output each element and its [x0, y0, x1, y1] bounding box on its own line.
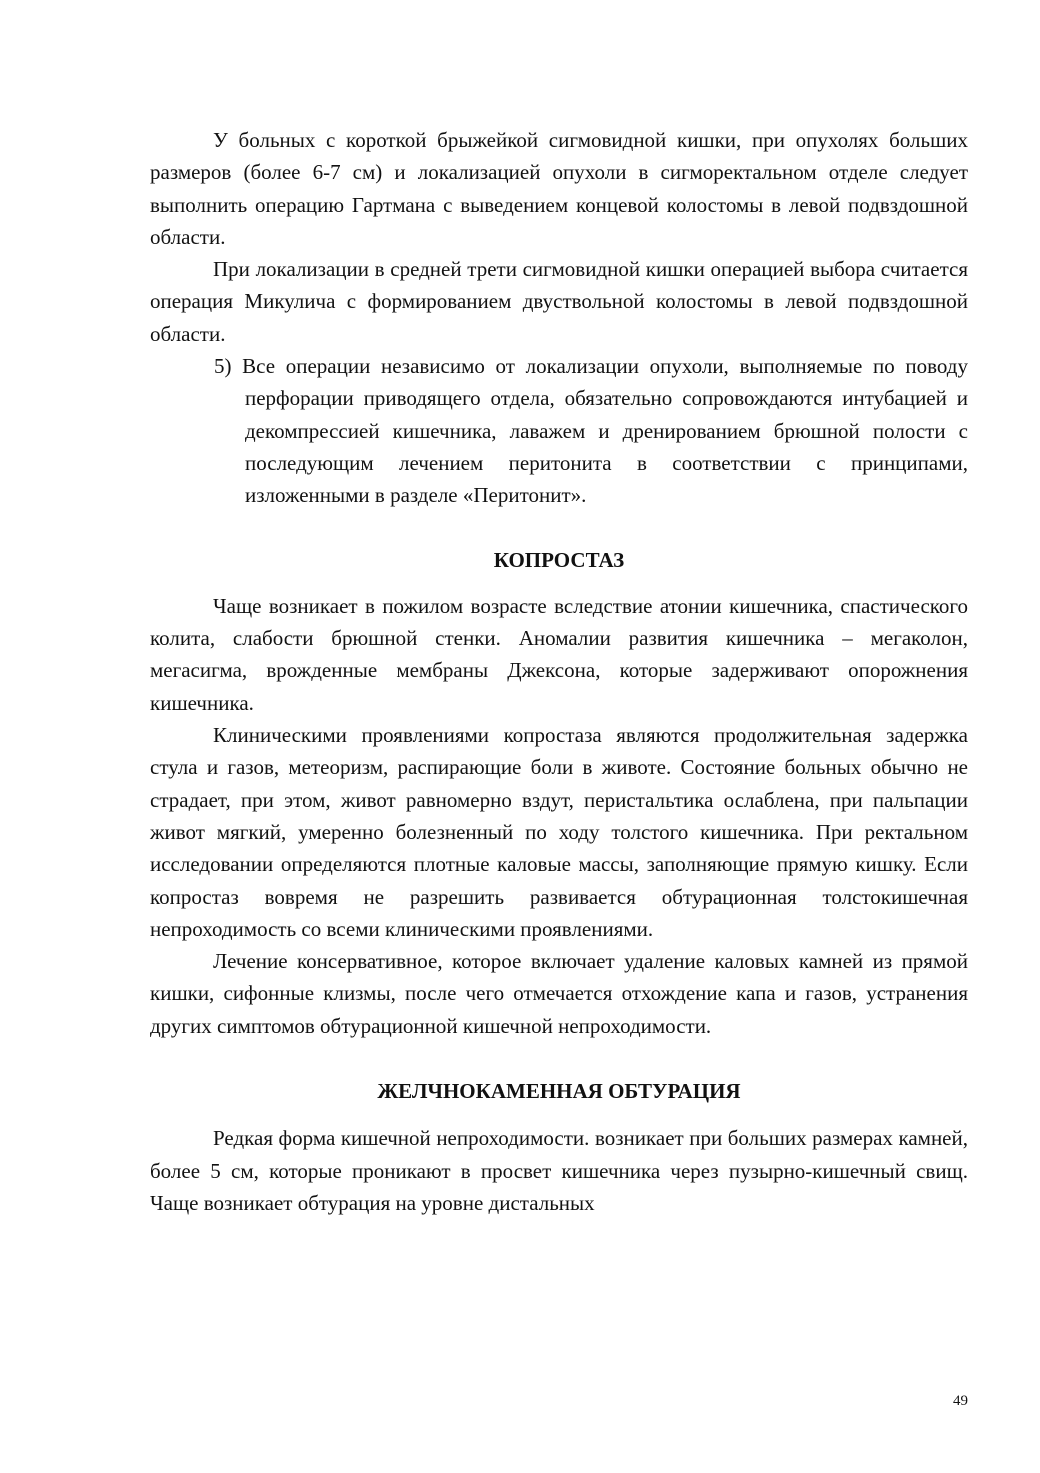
list-item-5: 5) Все операции независимо от локализации опухоли, выполняемые по поводу перфорации приводящего отдела, обязательно сопровождаются интубацией и декомпрессией кишечника, лаважем и дренированием брюшной полости с последующим лечением перитонита в соответствии с принципами, изложенными в разделе «Перитонит». — [214, 354, 968, 508]
heading-koprostaz: КОПРОСТАЗ — [493, 547, 625, 572]
paragraph-koprostaz-clinic: Клиническими проявлениями копростаза являются продолжительная задержка стула и газов, метеоризм, распирающие боли в животе. Состояние больных обычно не страдает, при этом, живот равномерно вздут, перистальтика ослаблена, при пальпации живот мягкий, умеренно болезненный по ходу толстого кишечника. При ректальном исследовании определяются плотные каловые массы, заполняющие прямую кишку. Если копростаз вовремя не разрешить развивается обтурационная толстокишечная непроходимость со всеми клиническими проявлениями. — [150, 723, 968, 941]
paragraph-mikulicz: При локализации в средней трети сигмовидной кишки операцией выбора считается операция Микулича с формированием двуствольной колостомы в левой подвздошной области. — [150, 257, 968, 346]
paragraph-gallstone: Редкая форма кишечной непроходимости. возникает при больших размерах камней, более 5 см, которые проникают в просвет кишечника через пузырно-кишечный свищ. Чаще возникает обтурация на уровне дистальных — [150, 1126, 968, 1215]
heading-gallstone-obturation: ЖЕЛЧНОКАМЕННАЯ ОБТУРАЦИЯ — [377, 1079, 741, 1104]
page-body — [150, 124, 968, 1219]
page-number: 49 — [953, 1393, 968, 1409]
paragraph-koprostaz-cause: Чаще возникает в пожилом возрасте вследствие атонии кишечника, спастического колита, слабости брюшной стенки. Аномалии развития кишечника – мегаколон, мегасигма, врожденные мембраны Джексона, которые задерживают опорожнения кишечника. — [150, 593, 968, 715]
paragraph-koprostaz-treatment: Лечение консервативное, которое включает удаление каловых камней из прямой кишки, сифонные клизмы, после чего отмечается отхождение капа и газов, устранения других симптомов обтурационной кишечной непроходимости. — [150, 949, 968, 1038]
paragraph-hartmann: У больных с короткой брыжейкой сигмовидной кишки, при опухолях больших размеров (более 6-7 см) и локализацией опухоли в сигморектальном отделе следует выполнить операцию Гартмана с выведением концевой колостомы в левой подвздошной области. — [150, 128, 968, 249]
